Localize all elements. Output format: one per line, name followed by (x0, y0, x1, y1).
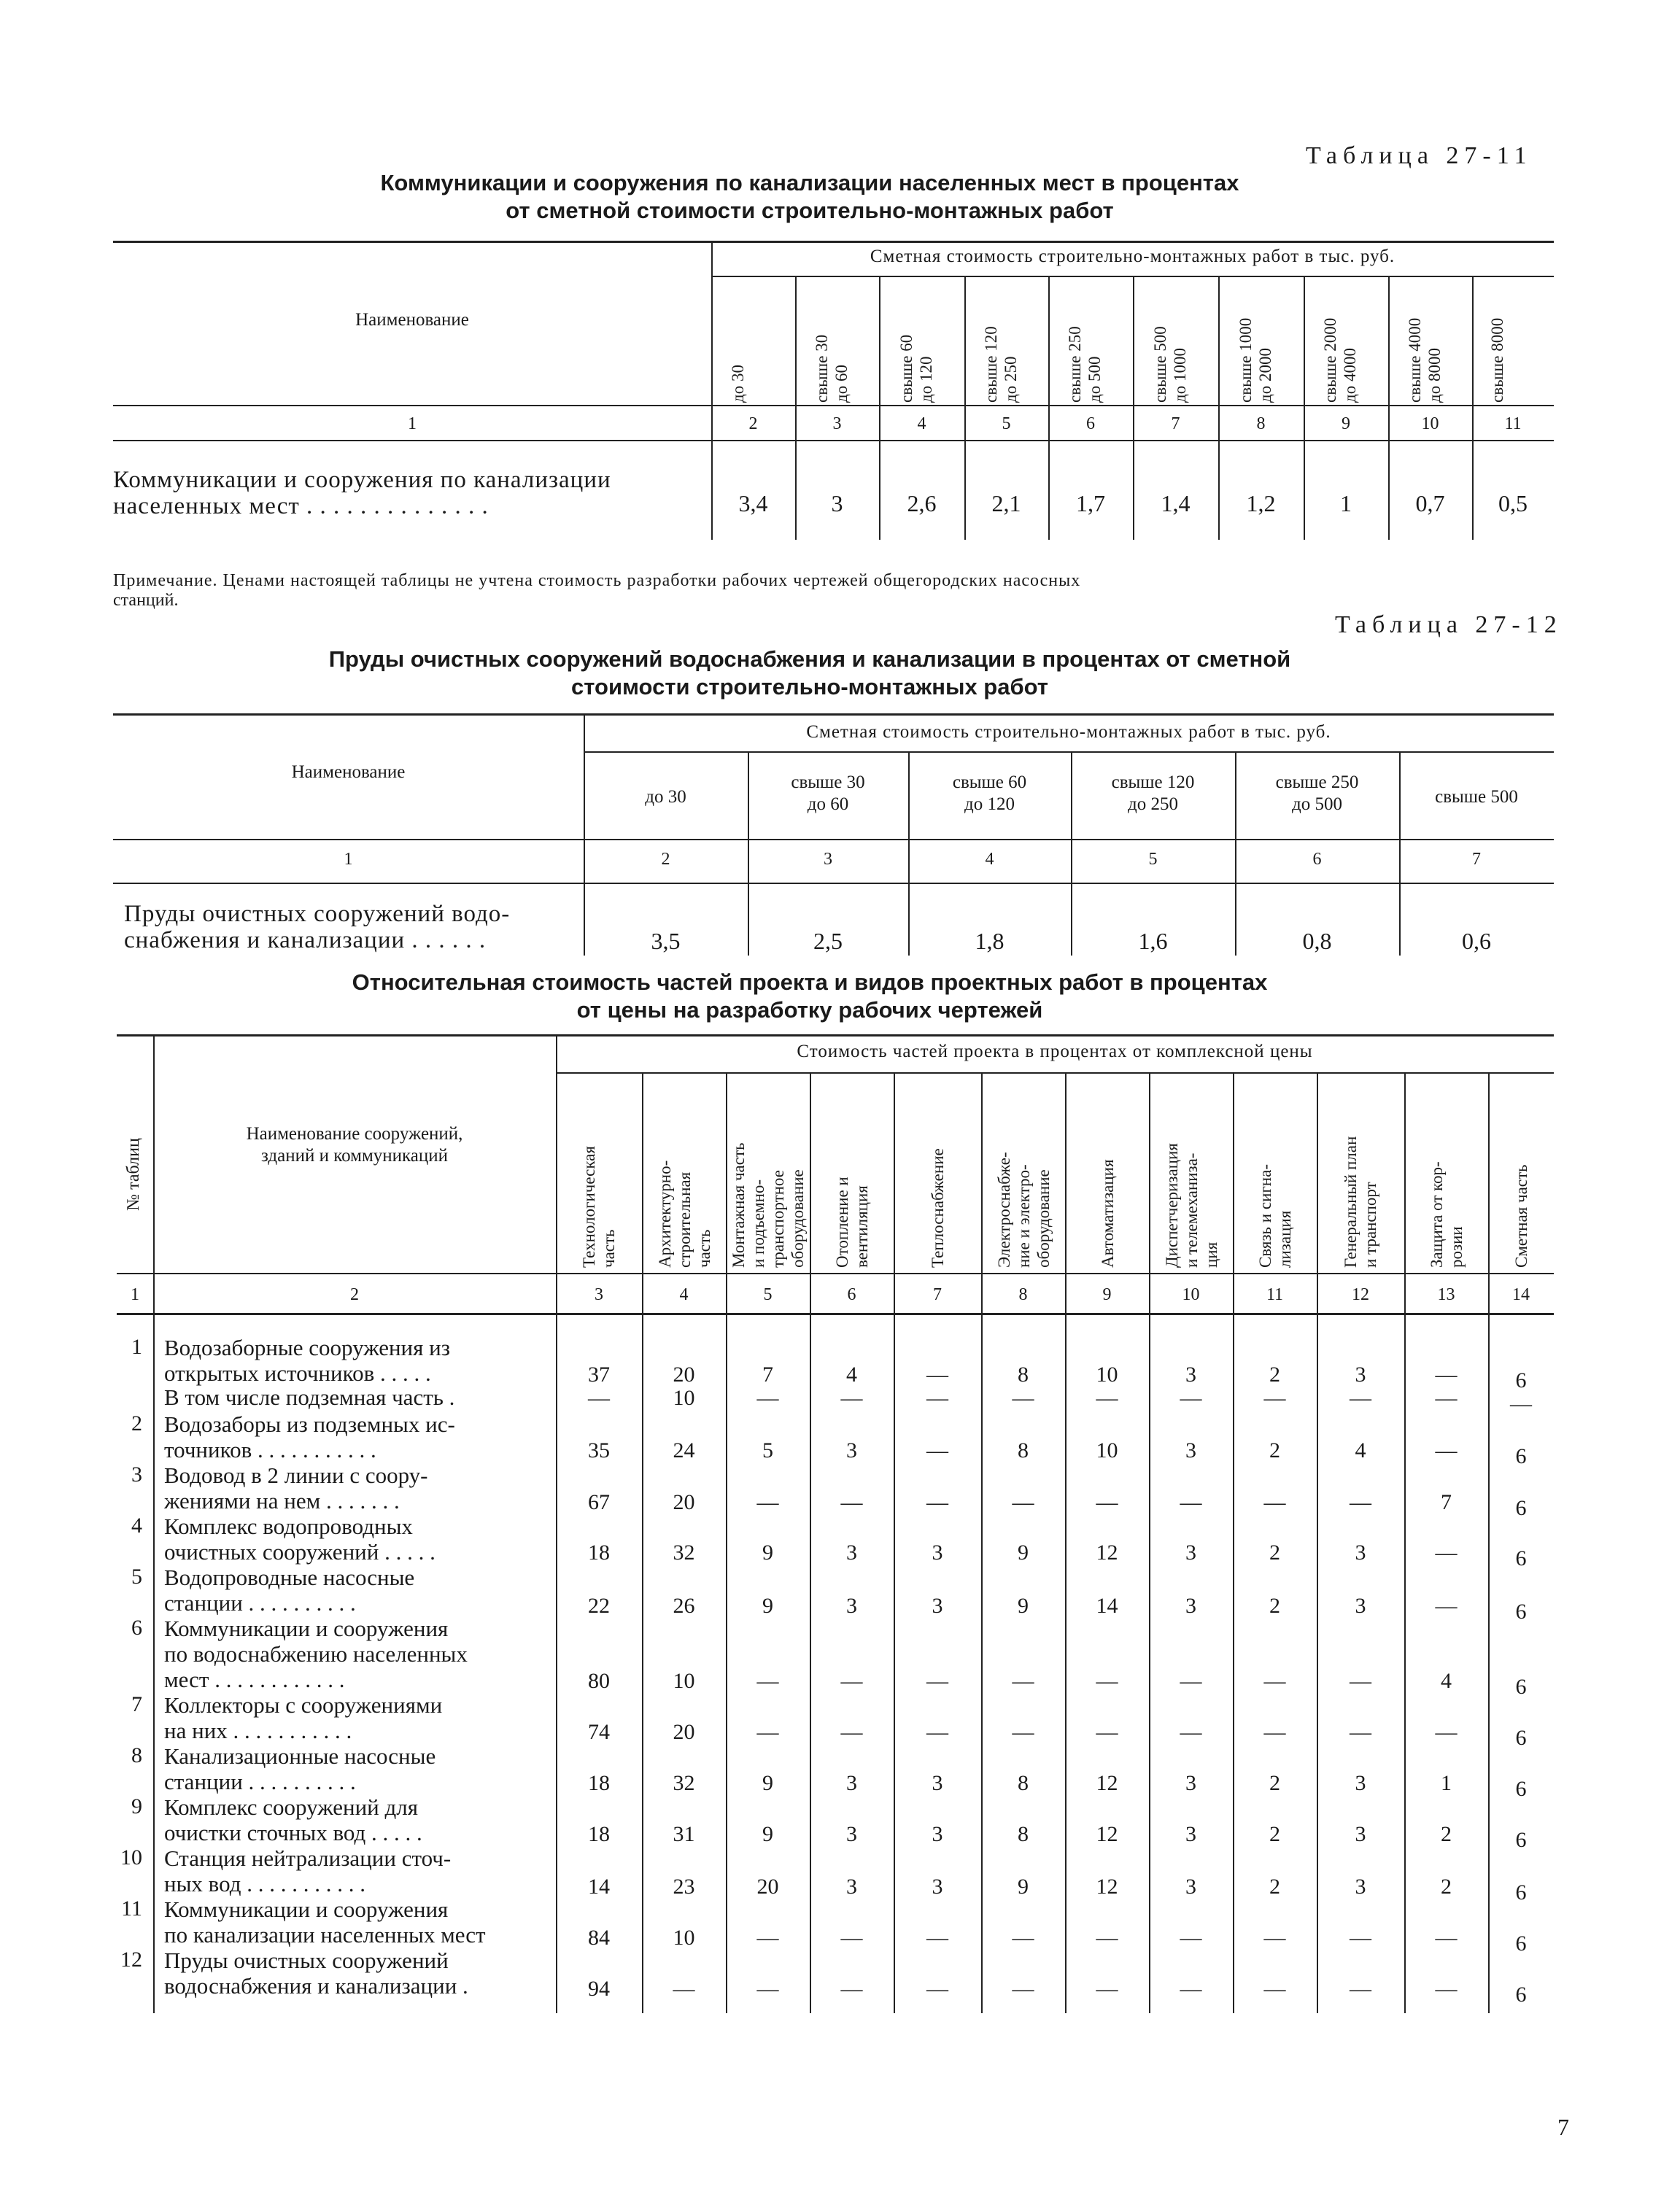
table3-row-number: 8 (131, 1743, 142, 1767)
table3-col-number: 11 (1266, 1285, 1284, 1304)
table3-part-header: Автоматизация (1098, 1158, 1116, 1268)
table3-row-number: 2 (131, 1411, 142, 1435)
table3-value: 2 (1269, 1363, 1280, 1387)
table3-value: — (1263, 1977, 1286, 2001)
table1-range-header: свыше 500 до 1000 (1150, 325, 1189, 403)
table3-col-number: 5 (763, 1285, 773, 1304)
table3-part-header: Теплоснабжение (928, 1147, 947, 1268)
table1-value: 2,1 (991, 490, 1021, 516)
table2-col-number: 5 (1148, 850, 1158, 869)
table3-value: — (926, 1438, 948, 1462)
table3-value: — (840, 1386, 863, 1410)
table1-value: 3,4 (738, 490, 768, 516)
table3-header-bottom-rule (117, 1273, 1554, 1274)
table1-value: 1,2 (1246, 490, 1276, 516)
table1-range-header: свыше 30 до 60 (812, 334, 851, 403)
table1-col-number: 9 (1342, 414, 1350, 433)
table3-row-name: Коммуникации и сооружения по канализации населенных мест (164, 1896, 486, 1948)
table1-range-header: свыше 2000 до 4000 (1321, 317, 1359, 403)
table3-value: — (1096, 1386, 1118, 1410)
table3-row-name: Комплекс водопроводных очистных сооружений . . . . . (164, 1514, 436, 1565)
table3-value: 3 (932, 1594, 943, 1618)
table3-value: — (1263, 1490, 1286, 1514)
table2-value: 1,8 (975, 928, 1004, 954)
table2-col-number: 4 (985, 850, 994, 869)
table2-col-number: 3 (824, 850, 832, 869)
table1-caption: Таблица 27-11 (1306, 142, 1533, 169)
table3-row-name: Водовод в 2 линии с соору- жениями на нем . . . . . . . (164, 1462, 428, 1514)
table2-value: 2,5 (813, 928, 843, 954)
table3-value: — (1012, 1926, 1034, 1950)
table3-value: 2 (1269, 1771, 1280, 1795)
table3-value: 6 (1515, 1931, 1527, 1956)
table3-value: 23 (673, 1875, 695, 1899)
table3-value: 22 (588, 1594, 610, 1618)
table1-range-header: до 30 (728, 364, 747, 403)
table3-value: 3 (1355, 1594, 1366, 1618)
table3-row-number: 5 (131, 1565, 142, 1589)
table3-value: 26 (673, 1594, 695, 1618)
table3-value: 6 (1515, 1444, 1527, 1468)
table3-row-number: 4 (131, 1514, 142, 1538)
table3-col-number: 7 (933, 1285, 942, 1304)
table2-numbers-rule (113, 883, 1554, 884)
table3-part-header: Монтажная часть и подъемно- транспортное оборудование (729, 1142, 807, 1268)
table3-value: 18 (588, 1771, 610, 1795)
table3-title-line1: Относительная стоимость частей проекта и видов проектных работ в процентах (352, 969, 1268, 995)
table3-value: 84 (588, 1926, 610, 1950)
table3-row-number: 1 (131, 1335, 142, 1359)
table3-value: — (1350, 1720, 1371, 1744)
table3-num-divider (153, 1034, 155, 2013)
table3-value: 9 (1018, 1594, 1029, 1618)
table2-range-header: до 30 (645, 787, 686, 807)
table3-row-name: Комплекс сооружений для очистки сточных вод . . . . . (164, 1794, 422, 1845)
table3-value: 6 (1515, 1546, 1527, 1570)
table3-value: — (1435, 1926, 1458, 1950)
table1-row-name: Коммуникации и сооружения по канализации населенных мест . . . . . . . . . . . . . . (113, 467, 611, 519)
table3-part-header: Генеральный план и транспорт (1342, 1136, 1379, 1268)
table1-cost-header: Сметная стоимость строительно-монтажных работ в тыс. руб. (870, 247, 1396, 266)
table3-value: 32 (673, 1771, 695, 1795)
table1-col-number: 10 (1421, 414, 1439, 433)
table3-value: — (1435, 1594, 1458, 1618)
table3-value: 9 (1018, 1875, 1029, 1899)
table3-value: 2 (1441, 1875, 1452, 1899)
table3-value: — (926, 1720, 948, 1744)
table3-value: 3 (932, 1875, 943, 1899)
table3-name-divider (556, 1034, 557, 2013)
table1-col-number: 6 (1086, 414, 1095, 433)
table3-value: 8 (1018, 1822, 1029, 1846)
table3-value: — (926, 1490, 948, 1514)
table2-header-bottom-rule (113, 839, 1554, 840)
table3-part-header: Сметная часть (1511, 1163, 1530, 1268)
table1-value: 0,7 (1415, 490, 1445, 516)
table1-value: 2,6 (907, 490, 937, 516)
table1-note-line1: Примечание. Ценами настоящей таблицы не учтена стоимость разработки рабочих чертежей общегородских насосных (113, 571, 1081, 590)
table3-row-name: Водозаборные сооружения из открытых источников . . . . . (164, 1335, 450, 1386)
table1-range-header: свыше 120 до 250 (981, 325, 1020, 403)
table3-value: 5 (762, 1438, 773, 1462)
table3-value: 3 (1355, 1822, 1366, 1846)
table3-value: — (1180, 1669, 1202, 1693)
table3-value: 14 (1096, 1594, 1118, 1618)
table3-value: 12 (1096, 1875, 1118, 1899)
table3-value: 18 (588, 1541, 610, 1565)
table3-value: 12 (1096, 1541, 1118, 1565)
table3-value: — (1012, 1977, 1034, 2001)
table3-value: — (1096, 1490, 1118, 1514)
table3-num-header: № таблиц (124, 1138, 143, 1211)
table1-top-rule (113, 241, 1554, 243)
table3-value: 12 (1096, 1771, 1118, 1795)
table3-value: — (1096, 1977, 1118, 2001)
table3-col-number: 4 (679, 1285, 689, 1304)
table1-title-line2: от сметной стоимости строительно-монтажных работ (506, 198, 1114, 223)
table3-value: 6 (1515, 1675, 1527, 1699)
table3-row-name: Коммуникации и сооружения по водоснабжению населенных мест . . . . . . . . . . . . (164, 1616, 468, 1692)
table3-value: — (840, 1720, 863, 1744)
table3-part-header: Диспетчеризация и телемеханиза- ция (1162, 1142, 1220, 1268)
table3-value: 3 (1185, 1875, 1196, 1899)
table3-value: 9 (762, 1822, 773, 1846)
table2-title-line2: стоимости строительно-монтажных работ (571, 674, 1048, 700)
table3-col-number: 2 (350, 1285, 359, 1304)
table3-value: 3 (846, 1875, 857, 1899)
table1-numbers-rule (113, 440, 1554, 441)
table3-value: — (756, 1490, 779, 1514)
table3-value: — (756, 1720, 779, 1744)
table3-value: 6 (1515, 1496, 1527, 1520)
table1-col-number: 11 (1504, 414, 1522, 433)
table3-value: 18 (588, 1822, 610, 1846)
table3-value: — (926, 1977, 948, 2001)
table3-value: — (1263, 1386, 1286, 1410)
table3-value: 2 (1269, 1822, 1280, 1846)
table3-value: — (1180, 1386, 1202, 1410)
page-number: 7 (1557, 2114, 1569, 2140)
table2-range-header: свыше 60 до 120 (952, 772, 1027, 814)
table3-col-number: 3 (595, 1285, 603, 1304)
table3-row-number: 9 (131, 1794, 142, 1818)
table3-row-name: Канализационные насосные станции . . . . . . . . . . (164, 1743, 436, 1794)
table2-header-rule (584, 751, 1554, 753)
table3-value: 12 (1096, 1822, 1118, 1846)
table3-value: — (1263, 1669, 1286, 1693)
table1-title (219, 169, 1401, 225)
table1-header-bottom-rule (113, 405, 1554, 406)
table1-note (113, 571, 1572, 611)
table1-range-header: свыше 60 до 120 (897, 334, 935, 403)
table3-value: 74 (588, 1720, 610, 1744)
table3-col-number: 8 (1018, 1285, 1028, 1304)
table3-value: — (840, 1669, 863, 1693)
table3-value: 8 (1018, 1363, 1029, 1387)
table1-value: 1,4 (1161, 490, 1191, 516)
table3-value: 3 (1355, 1541, 1366, 1565)
table3-part-header: Электроснабже- ние и электро- оборудование (994, 1151, 1052, 1268)
table3-value: 20 (673, 1490, 695, 1514)
table2-value: 1,6 (1138, 928, 1168, 954)
table3-value: 3 (1185, 1594, 1196, 1618)
table3-cost-header: Стоимость частей проекта в процентах от комплексной цены (797, 1042, 1313, 1061)
table2-col-number: 7 (1472, 850, 1481, 869)
table3-value: — (840, 1926, 863, 1950)
table3-value: 3 (1185, 1541, 1196, 1565)
table3-value: 10 (1096, 1363, 1118, 1387)
table3-value: — (926, 1926, 948, 1950)
table3-value: — (1435, 1541, 1458, 1565)
table3-value: 4 (1355, 1438, 1366, 1462)
table3-value: — (1510, 1392, 1532, 1416)
table3-value: — (1435, 1363, 1458, 1387)
table3-col-number: 13 (1437, 1285, 1455, 1304)
table3-value: — (1096, 1720, 1118, 1744)
table3-value: 8 (1018, 1438, 1029, 1462)
table3-col-number: 6 (847, 1285, 856, 1304)
table3-value: 3 (1355, 1363, 1366, 1387)
table3-value: 3 (846, 1771, 857, 1795)
table3-part-header: Архитектурно- строительная часть (655, 1160, 713, 1268)
table3-value: — (1263, 1720, 1286, 1744)
table2-value: 0,6 (1462, 928, 1491, 954)
table1-value: 3 (831, 490, 843, 516)
table3-row-number: 7 (131, 1692, 142, 1716)
table3-value: — (1096, 1669, 1118, 1693)
table1-col-number: 5 (1002, 414, 1011, 433)
table3-value: 3 (932, 1541, 943, 1565)
table3-value: 3 (846, 1822, 857, 1846)
table3-part-header: Связь и сигна- лизация (1255, 1163, 1294, 1268)
table3-part-header: Технологическая часть (580, 1145, 618, 1268)
table3-value: 2 (1269, 1594, 1280, 1618)
table3-value: — (1350, 1926, 1371, 1950)
table1-range-header: свыше 4000 до 8000 (1405, 317, 1444, 403)
table3-value: 3 (932, 1822, 943, 1846)
table3-part-header: Защита от кор- розии (1427, 1161, 1466, 1268)
table2-row-name: Пруды очистных сооружений водо- снабжения и канализации . . . . . . (124, 901, 511, 953)
table3-value: 2 (1441, 1822, 1452, 1846)
table1-title-line1: Коммуникации и сооружения по канализации населенных мест в процентах (380, 170, 1239, 195)
table1-range-header: свыше 8000 (1488, 317, 1506, 403)
table3-value: — (588, 1386, 610, 1410)
table3-value: 6 (1515, 1368, 1527, 1392)
table1-col-number: 7 (1171, 414, 1180, 433)
table3-value: — (1180, 1720, 1202, 1744)
table3-col-number: 14 (1512, 1285, 1530, 1304)
table3-value: 4 (846, 1363, 857, 1387)
table3-row-number: 10 (120, 1845, 142, 1869)
table3-numbers-rule (117, 1313, 1554, 1315)
table3-row-name: В том числе подземная часть . (164, 1384, 455, 1410)
table3-value: — (1180, 1926, 1202, 1950)
table3-value: — (1180, 1490, 1202, 1514)
table3-value: 10 (1096, 1438, 1118, 1462)
table3-value: 2 (1269, 1541, 1280, 1565)
table3-col-number: 1 (131, 1285, 139, 1304)
table3-value: — (840, 1977, 863, 2001)
table3-value: 67 (588, 1490, 610, 1514)
table2-top-rule (113, 713, 1554, 716)
table3-value: 9 (762, 1771, 773, 1795)
table1-note-line2: станций. (113, 591, 179, 610)
table3-value: 8 (1018, 1771, 1029, 1795)
table3-value: — (1350, 1386, 1371, 1410)
table3-value: 3 (1185, 1438, 1196, 1462)
table3-value: — (756, 1669, 779, 1693)
table3-value: — (1350, 1977, 1371, 2001)
table3-row-name: Водопроводные насосные станции . . . . . . . . . . (164, 1565, 415, 1616)
table3-value: 10 (673, 1386, 695, 1410)
table3-top-rule (117, 1034, 1554, 1036)
table3-value: 3 (846, 1541, 857, 1565)
table3-value: — (673, 1977, 695, 2001)
table3-value: — (1180, 1977, 1202, 2001)
table3-value: — (926, 1386, 948, 1410)
table3-value: 6 (1515, 1600, 1527, 1624)
table2-title-line1: Пруды очистных сооружений водоснабжения и канализации в процентах от сметной (328, 646, 1291, 672)
table2-title (219, 646, 1401, 701)
table3-value: 3 (1355, 1771, 1366, 1795)
table1-value: 0,5 (1498, 490, 1528, 516)
table3-value: 3 (846, 1438, 857, 1462)
table3-value: 9 (762, 1594, 773, 1618)
table3-value: 20 (756, 1875, 779, 1899)
table3-col-number: 12 (1352, 1285, 1369, 1304)
table3-value: 2 (1269, 1875, 1280, 1899)
table3-value: 3 (1185, 1363, 1196, 1387)
table3-value: 3 (1185, 1822, 1196, 1846)
table3-value: 9 (762, 1541, 773, 1565)
table3-value: — (1435, 1386, 1458, 1410)
table2-name-divider (584, 713, 585, 956)
table3-value: — (840, 1490, 863, 1514)
table3-value: 20 (673, 1720, 695, 1744)
table3-part-header: Отопление и вентиляция (832, 1176, 871, 1268)
table1-col-number: 4 (917, 414, 926, 433)
table3-value: — (1263, 1926, 1286, 1950)
table3-value: — (756, 1977, 779, 2001)
table3-value: — (756, 1386, 779, 1410)
table3-name-header: Наименование сооружений, зданий и коммуникаций (246, 1124, 463, 1166)
table3-value: 6 (1515, 1983, 1527, 2007)
table1-name-header: Наименование (355, 310, 469, 330)
table1-range-header: свыше 250 до 500 (1066, 325, 1104, 403)
table3-value: 3 (1185, 1771, 1196, 1795)
table1-col-number: 8 (1256, 414, 1266, 433)
table3-value: 94 (588, 1977, 610, 2001)
table2-range-header: свыше 30 до 60 (791, 772, 865, 814)
table2-range-header: свыше 120 до 250 (1111, 772, 1195, 814)
table3-title-line2: от цены на разработку рабочих чертежей (576, 997, 1043, 1023)
table1-value: 1,7 (1076, 490, 1105, 516)
table3-value: — (1435, 1720, 1458, 1744)
table3-row-number: 3 (131, 1462, 142, 1487)
table3-value: 3 (1355, 1875, 1366, 1899)
table3-value: — (926, 1363, 948, 1387)
table3-row-name: Водозаборы из подземных ис- точников . . . . . . . . . . . (164, 1411, 455, 1462)
table3-value: 7 (762, 1363, 773, 1387)
table3-row-number: 6 (131, 1616, 142, 1640)
table3-value: — (1350, 1669, 1371, 1693)
table3-value: — (1435, 1438, 1458, 1462)
table3-value: — (1012, 1720, 1034, 1744)
table2-range-header: свыше 250 до 500 (1275, 772, 1359, 814)
table3-value: — (1435, 1977, 1458, 2001)
table2-value: 0,8 (1302, 928, 1332, 954)
table3-value: — (1012, 1669, 1034, 1693)
table2-col-number: 2 (661, 850, 670, 869)
table3-value: 7 (1441, 1490, 1452, 1514)
table3-value: — (1350, 1490, 1371, 1514)
table3-value: 32 (673, 1541, 695, 1565)
table2-range-header: свыше 500 (1435, 787, 1518, 807)
table3-row-name: Станция нейтрализации сточ- ных вод . . . . . . . . . . . (164, 1845, 452, 1896)
table3-value: — (1012, 1490, 1034, 1514)
table3-value: 2 (1269, 1438, 1280, 1462)
table2-caption: Таблица 27-12 (1335, 611, 1563, 638)
table3-title (219, 969, 1401, 1024)
table3-col-number: 10 (1182, 1285, 1200, 1304)
table3-value: 10 (673, 1669, 695, 1693)
table3-value: — (1096, 1926, 1118, 1950)
table3-value: 10 (673, 1926, 695, 1950)
table1-value: 1 (1340, 490, 1352, 516)
table3-row-name: Коллекторы с сооружениями на них . . . . . . . . . . . (164, 1692, 443, 1743)
table3-row-number: 11 (121, 1896, 142, 1921)
table2-value: 3,5 (651, 928, 681, 954)
table3-value: 24 (673, 1438, 695, 1462)
table1-col-number: 1 (408, 414, 417, 433)
table3-value: 3 (846, 1594, 857, 1618)
table3-value: 6 (1515, 1828, 1527, 1852)
table1-col-number: 2 (748, 414, 758, 433)
table3-value: 1 (1441, 1771, 1452, 1795)
table3-row-number: 12 (120, 1948, 142, 1972)
table3-value: 4 (1441, 1669, 1452, 1693)
table3-value: — (926, 1669, 948, 1693)
table3-value: 6 (1515, 1880, 1527, 1905)
table3-value: 37 (588, 1363, 610, 1387)
table3-row-name: Пруды очистных сооружений водоснабжения и канализации . (164, 1948, 468, 1999)
table3-value: 20 (673, 1363, 695, 1387)
table2-cost-header: Сметная стоимость строительно-монтажных работ в тыс. руб. (806, 722, 1331, 742)
table3-value: 3 (932, 1771, 943, 1795)
table3-value: 6 (1515, 1726, 1527, 1750)
table1-col-number: 3 (832, 414, 842, 433)
table3-col-number: 9 (1102, 1285, 1112, 1304)
table3-value: — (1012, 1386, 1034, 1410)
table3-value: 14 (588, 1875, 610, 1899)
table2-col-number: 6 (1312, 850, 1322, 869)
table3-value: — (756, 1926, 779, 1950)
table3-value: 6 (1515, 1777, 1527, 1801)
table3-value: 80 (588, 1669, 610, 1693)
table2-name-header: Наименование (291, 762, 406, 782)
table3-value: 9 (1018, 1541, 1029, 1565)
table2-col-number: 1 (344, 850, 353, 869)
table1-range-header: свыше 1000 до 2000 (1236, 317, 1274, 403)
table3-value: 35 (588, 1438, 610, 1462)
table3-value: 31 (673, 1822, 695, 1846)
